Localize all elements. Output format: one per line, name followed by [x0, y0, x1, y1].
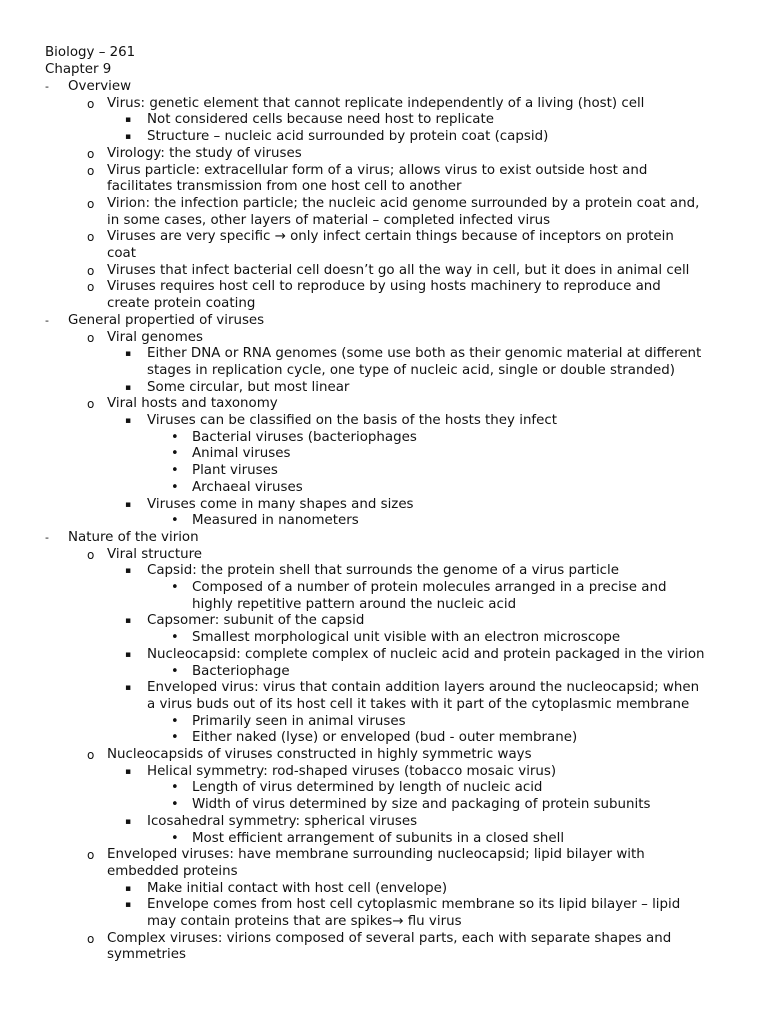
dot-bullet-icon: • — [171, 580, 179, 595]
outline-item-text: Smallest morphological unit visible with an electron microscope — [192, 630, 621, 646]
outline-item-continuation: may contain proteins that are spikes→ flu virus — [147, 914, 462, 929]
square-bullet-icon: ▪ — [125, 115, 132, 126]
circle-bullet-icon: o — [87, 146, 95, 161]
circle-bullet-icon: o — [87, 280, 95, 295]
square-bullet-icon: ▪ — [125, 649, 132, 660]
outline-item-continuation: stages in replication cycle, one type of nucleic acid, single or double stranded) — [147, 362, 675, 378]
outline-item-text: Nucleocapsid: complete complex of nucleic acid and protein packaged in the virion — [147, 646, 705, 662]
outline-item-text: Archaeal viruses — [192, 479, 303, 495]
outline-item-text: Most efficient arrangement of subunits in a closed shell — [192, 830, 565, 846]
circle-bullet-icon: o — [87, 748, 95, 762]
outline-item-text: Bacterial viruses (bacteriophages — [192, 429, 417, 445]
dot-bullet-icon: • — [171, 730, 179, 746]
outline-item-text: Either naked (lyse) or enveloped (bud - outer membrane) — [192, 730, 578, 746]
outline-item-continuation: in some cases, other layers of material – completed infected virus — [107, 212, 551, 228]
outline-item-text: Virus particle: extracellular form of a virus; allows virus to exist outside host and — [107, 162, 648, 178]
outline-item-text: Enveloped viruses: have membrane surrounding nucleocapsid; lipid bilayer with — [107, 847, 645, 863]
outline-item-text: Helical symmetry: rod-shaped viruses (tobacco mosaic virus) — [147, 763, 557, 779]
square-bullet-icon: ▪ — [125, 382, 132, 393]
outline-item-continuation: highly repetitive pattern around the nucleic acid — [192, 596, 517, 612]
circle-bullet-icon: o — [87, 397, 95, 412]
square-bullet-icon: ▪ — [125, 349, 132, 360]
outline-item-continuation: coat — [107, 246, 137, 261]
dot-bullet-icon: • — [171, 446, 179, 462]
circle-bullet-icon: o — [87, 96, 95, 111]
dot-bullet-icon: • — [171, 663, 179, 679]
outline-item-text: Either DNA or RNA genomes (some use both as their genomic material at different — [147, 346, 702, 362]
outline-item-continuation: facilitates transmission from one host cell to another — [107, 179, 462, 195]
outline-item-continuation: a virus buds out of its host cell it takes with it part of the cytoplasmic membrane — [147, 696, 690, 712]
outline-item-text: Composed of a number of protein molecules arranged in a precise and — [192, 580, 667, 595]
outline-item-text: Bacteriophage — [192, 663, 290, 679]
dash-bullet-icon: - — [45, 80, 49, 93]
square-bullet-icon: ▪ — [125, 499, 132, 510]
outline-item-text: Nature of the virion — [68, 529, 199, 545]
outline-item-text: Viruses come in many shapes and sizes — [147, 496, 414, 512]
dot-bullet-icon: • — [171, 513, 179, 529]
outline-item-text: Viruses that infect bacterial cell doesn’t go all the way in cell, but it does in animal cell — [107, 262, 690, 278]
outline-item-text: Plant viruses — [192, 463, 278, 479]
outline-item-text: Viruses can be classified on the basis of the hosts they infect — [147, 413, 557, 428]
outline-item-continuation: embedded proteins — [107, 863, 238, 879]
outline-item-text: Some circular, but most linear — [147, 379, 350, 395]
square-bullet-icon: ▪ — [125, 683, 132, 694]
dot-bullet-icon: • — [171, 797, 179, 813]
outline-item-text: Enveloped virus: virus that contain addition layers around the nucleocapsid; when — [147, 680, 700, 696]
outline-item-text: Viral hosts and taxonomy — [107, 396, 278, 412]
course-title: Biology – 261 — [45, 45, 136, 60]
outline-item-text: Viral structure — [107, 546, 203, 562]
dot-bullet-icon: • — [171, 463, 179, 479]
outline-item-text: Primarily seen in animal viruses — [192, 713, 406, 729]
outline-item-text: General propertied of viruses — [68, 312, 265, 328]
dot-bullet-icon: • — [171, 713, 179, 729]
square-bullet-icon: ▪ — [125, 566, 132, 577]
circle-bullet-icon: o — [87, 196, 95, 211]
outline-item-continuation: symmetries — [107, 947, 186, 963]
outline-item-text: Overview — [68, 79, 132, 94]
outline-item-text: Complex viruses: virions composed of several parts, each with separate shapes and — [107, 930, 672, 946]
square-bullet-icon: ▪ — [125, 883, 132, 894]
outline-item-text: Make initial contact with host cell (envelope) — [147, 880, 448, 896]
dot-bullet-icon: • — [171, 830, 179, 846]
square-bullet-icon: ▪ — [125, 816, 132, 827]
circle-bullet-icon: o — [87, 230, 95, 245]
outline-item-text: Capsid: the protein shell that surrounds the genome of a virus particle — [147, 563, 619, 579]
outline-item-text: Icosahedral symmetry: spherical viruses — [147, 813, 418, 829]
outline-item-text: Measured in nanometers — [192, 513, 359, 529]
outline-item-text: Virus: genetic element that cannot replicate independently of a living (host) cell — [107, 95, 645, 111]
circle-bullet-icon: o — [87, 330, 95, 345]
outline-item-text: Viral genomes — [107, 329, 203, 345]
square-bullet-icon: ▪ — [125, 132, 132, 143]
outline-item-text: Virology: the study of viruses — [107, 145, 302, 161]
outline-item-text: Capsomer: subunit of the capsid — [147, 613, 365, 629]
dot-bullet-icon: • — [171, 429, 179, 445]
outline-item-text: Viruses are very specific → only infect certain things because of inceptors on protein — [107, 229, 674, 245]
square-bullet-icon: ▪ — [125, 616, 132, 627]
outline-item-text: Not considered cells because need host to replicate — [147, 112, 494, 128]
circle-bullet-icon: o — [87, 163, 95, 178]
dot-bullet-icon: • — [171, 630, 179, 646]
chapter-title: Chapter 9 — [45, 62, 112, 77]
dash-bullet-icon: - — [45, 530, 49, 544]
outline-item-text: Viruses requires host cell to reproduce by using hosts machinery to reproduce and — [107, 279, 661, 295]
circle-bullet-icon: o — [87, 931, 95, 946]
circle-bullet-icon: o — [87, 263, 95, 278]
outline-item-text: Animal viruses — [192, 446, 291, 462]
square-bullet-icon: ▪ — [125, 416, 132, 426]
circle-bullet-icon: o — [87, 848, 95, 863]
outline-item-text: Envelope comes from host cell cytoplasmic membrane so its lipid bilayer – lipid — [147, 897, 681, 913]
square-bullet-icon: ▪ — [125, 766, 132, 777]
outline-item-text: Length of virus determined by length of nucleic acid — [192, 780, 543, 796]
outline-item-text: Virion: the infection particle; the nucleic acid genome surrounded by a protein coat and, — [107, 195, 700, 211]
outline-item-continuation: create protein coating — [107, 296, 256, 312]
dot-bullet-icon: • — [171, 780, 179, 796]
outline-item-text: Width of virus determined by size and packaging of protein subunits — [192, 797, 651, 813]
square-bullet-icon: ▪ — [125, 900, 132, 911]
outline-item-text: Nucleocapsids of viruses constructed in highly symmetric ways — [107, 747, 532, 762]
circle-bullet-icon: o — [87, 547, 95, 562]
outline-item-text: Structure – nucleic acid surrounded by protein coat (capsid) — [147, 129, 549, 145]
dot-bullet-icon: • — [171, 479, 179, 495]
dash-bullet-icon: - — [45, 313, 49, 327]
